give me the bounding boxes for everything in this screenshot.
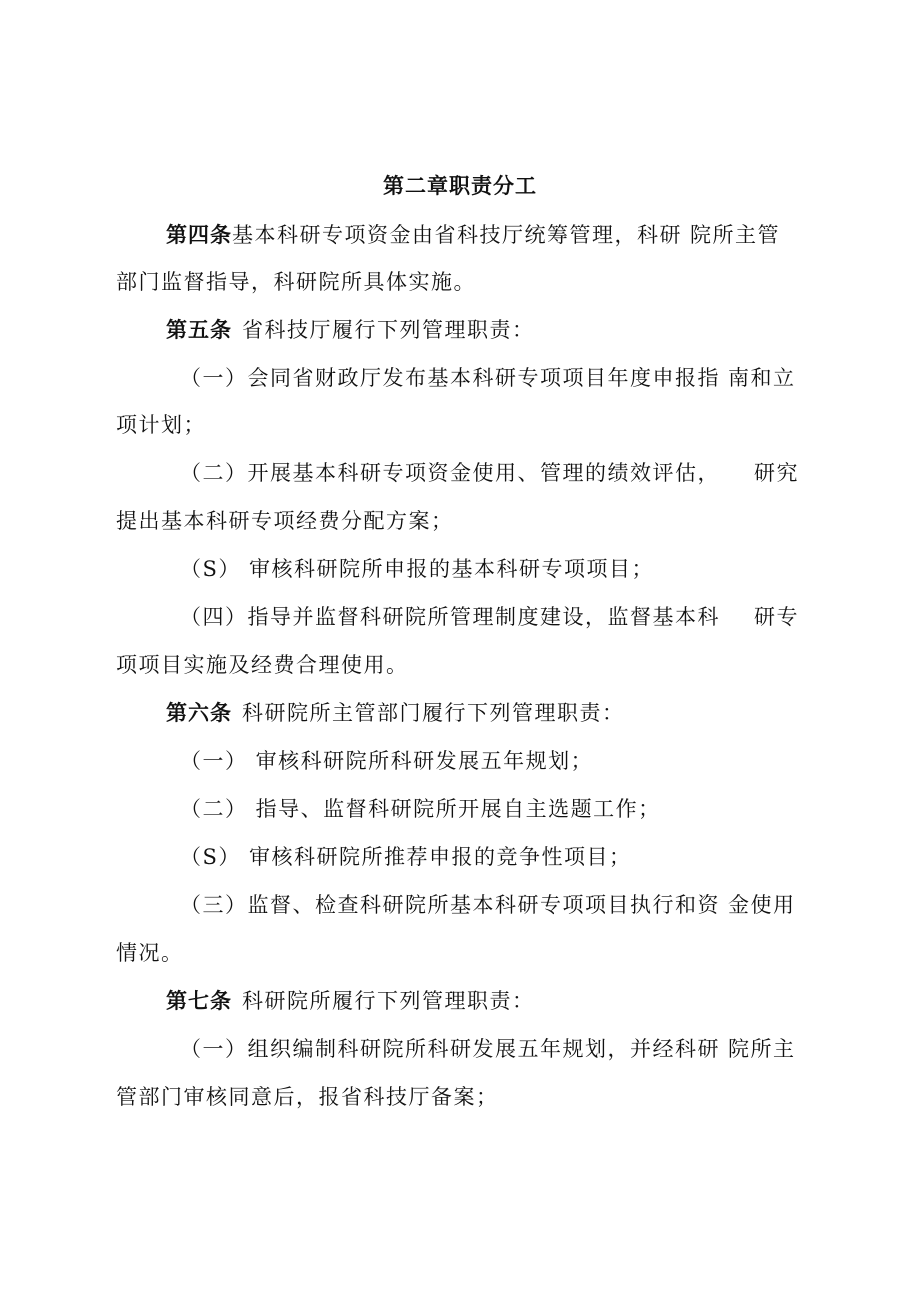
article6-intro: 科研院所主管部门履行下列管理职责： bbox=[242, 701, 625, 725]
article6-item4-line2: 情况。 bbox=[116, 941, 184, 965]
article5-item4-text-a: （四）指导并监督科研院所管理制度建设，监督基本科 bbox=[180, 605, 720, 629]
article7-heading: 第七条 bbox=[166, 988, 232, 1013]
article7-item1-text-b: 院所主 bbox=[728, 1037, 796, 1061]
article5-item1-text-a: （一）会同省财政厅发布基本科研专项项目年度申报指 bbox=[180, 366, 720, 390]
article5-item1-line2: 项计划； bbox=[116, 413, 206, 437]
article5-item4-line2: 项项目实施及经费合理使用。 bbox=[116, 653, 409, 677]
article7-item1-line2: 管部门审核同意后，报省科技厅备案； bbox=[116, 1085, 499, 1109]
article7-intro: 科研院所履行下列管理职责： bbox=[242, 989, 535, 1013]
article4-text-1b: 院所主管 bbox=[690, 223, 780, 247]
article6-item4-text-a: （三）监督、检查科研院所基本科研专项项目执行和资 bbox=[180, 893, 720, 917]
article4-line2: 部门监督指导，科研院所具体实施。 bbox=[116, 270, 476, 294]
article5-item3: （S） 审核科研院所申报的基本科研专项项目； bbox=[180, 557, 655, 581]
article4-heading: 第四条 bbox=[166, 222, 232, 247]
article6-item4-text-b: 金使用 bbox=[728, 893, 796, 917]
article5-item2-text-b: 研究 bbox=[754, 461, 799, 485]
article6-item4-line1 bbox=[180, 891, 796, 919]
article5-intro-line bbox=[166, 316, 535, 344]
article6-item3: （S） 审核科研院所推荐申报的竞争性项目； bbox=[180, 845, 632, 869]
article5-heading: 第五条 bbox=[166, 317, 232, 342]
article6-heading: 第六条 bbox=[166, 700, 232, 725]
article5-item4-text-b: 研专 bbox=[754, 605, 799, 629]
article5-item1-line1 bbox=[180, 364, 796, 392]
article6-item2: （二） 指导、监督科研院所开展自主选题工作； bbox=[180, 797, 661, 821]
article5-item2-line2: 提出基本科研专项经费分配方案； bbox=[116, 509, 454, 533]
article7-item1-line1 bbox=[180, 1035, 796, 1063]
chapter-title: 第二章职责分工 bbox=[383, 173, 537, 198]
article5-item1-text-b: 南和立 bbox=[728, 366, 796, 390]
article5-intro: 省科技厅履行下列管理职责： bbox=[242, 318, 535, 342]
article5-item4-line1 bbox=[180, 603, 799, 631]
article6-item1: （一） 审核科研院所科研发展五年规划； bbox=[180, 749, 594, 773]
article5-item2-text-a: （二）开展基本科研专项资金使用、管理的绩效评估， bbox=[180, 461, 720, 485]
article7-item1-text-a: （一）组织编制科研院所科研发展五年规划，并经科研 bbox=[180, 1037, 720, 1061]
article4-line1 bbox=[166, 221, 780, 249]
article4-text-1: 基本科研专项资金由省科技厅统筹管理，科研 bbox=[232, 223, 682, 247]
article7-intro-line bbox=[166, 987, 535, 1015]
article6-intro-line bbox=[166, 699, 625, 727]
article5-item2-line1 bbox=[180, 459, 799, 487]
